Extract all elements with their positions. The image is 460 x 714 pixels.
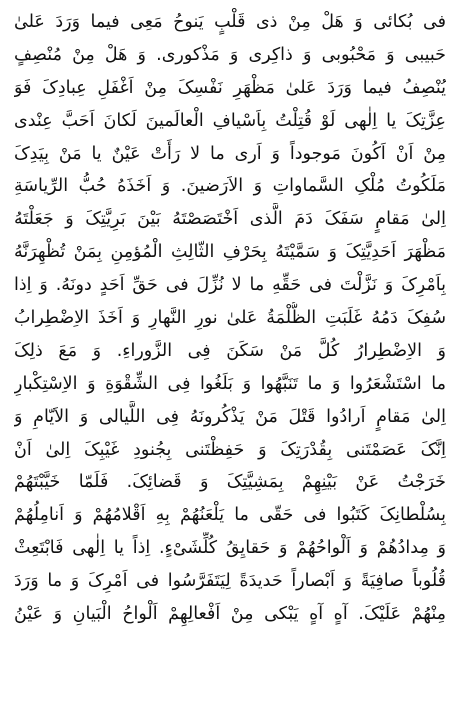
arabic-text-block xyxy=(14,6,446,631)
text-line-5: مِنْ اَنْ اَکُونَ مَوجوداً وَ اَری ما لا رَأَتْ عَیْنٌ یا مَنْ بِیَدِکَ xyxy=(14,143,446,164)
text-line-1: فی بُکائی وَ هَلْ مِنْ ذی قَلْبٍ یَنوحُ مَعِی فیما وَرَدَ عَلیٰ xyxy=(14,12,446,32)
text-line-7: اِلیٰ مَقامٍ سَفَکَ دَمَ الَّذی اَخْتَصَصْتَهُ بَیْنَ بَرِیَّتِکَ وَ جَعَلْتَهُ xyxy=(14,209,446,230)
text-line-8: مَظْهَرَ اَحَدِیَّتِکَ وَ سَمَّیْتَهُ بِحَرْفِ الثّالِثِ الْمُؤمِنِ بِمَنْ تُظْهِرَنَّهُ xyxy=(14,242,446,263)
text-line-15: خَرَجْتُ عَنْ بَیْنِهِمْ بِمَشِیَّتِکَ وَ قَضائِکَ. فَلَمّا خَیَّبْتَهُمْ xyxy=(14,472,446,493)
text-line-18: قُلُوباً صافِیَةً وَ اَبْصاراً حَدیدَةً لِیَتَفَرَّسُوا فی اَمْرِکَ وَ ما وَرَدَ xyxy=(14,571,446,592)
text-line-12: ما اسْتَشْعَرُوا وَ ما تَنَبَّهُوا وَ بَلَغُوا فِی الشِّقْوَةِ وَ الاِسْتِکْبارِ xyxy=(14,373,446,394)
text-line-11: وَ الاِضْطِرارُ کُلَّ مَنْ سَکَنَ فِی الزَّوراءِ. وَ مَعَ ذلِکَ xyxy=(14,340,446,361)
text-line-13: اِلیٰ مَقامٍ اَرادُوا قَتْلَ مَنْ یَذْکُرونَهُ فِی اللَّیالی وَ الاَیّامِ وَ xyxy=(14,406,446,427)
text-line-14: اِنَّکَ عَصَمْتَنی بِقُدْرَتِکَ وَ حَفِظْتَنی بِجُنودِ غَیْبِکَ اِلیٰ اَنْ xyxy=(14,439,446,460)
text-line-19: مِنْهُمْ عَلَیْکَ. آهٍ آهٍ یَبْکی مِنْ اَفْعالِهِمْ اَلْواحُ الْبَیانِ وَ عَیْنُ xyxy=(14,604,446,625)
text-line-9: بِاَمْرِکَ وَ نَزَّلْتَ فی حَقِّهِ ما لا نُزِّلَ فی حَقِّ اَحَدٍ دونَهُ. وَ اِذا xyxy=(14,275,446,296)
text-line-2: حَبیبی وَ مَحْبُوبی وَ ذاکِری وَ مَذْکوری. وَ هَلْ مِنْ مُنْصِفٍ xyxy=(14,44,446,65)
text-line-4: عِزَّتِکَ یا اِلٰهی لَوْ قُتِلْتُ بِاَسْیافِ الْعالَمینَ لَکانَ اَحَبَّ عِنْدی xyxy=(14,110,446,131)
text-line-17: وَ مِدادُهُمْ وَ اَلْواحُهُمْ وَ حَقایِقُ کُلِّشَیْءٍ. اِذاً یا اِلٰهی فَابْتَعِثْ xyxy=(14,538,446,559)
text-line-10: سُفِکَ دَمُهُ غَلَبَتِ الظُّلْمَةُ عَلیٰ نورِ النَّهارِ وَ اَخَذَ الاِضْطِرابُ xyxy=(14,308,446,329)
text-line-16: بِسُلْطانِکَ کَتَبُوا فی حَقّی ما یَلْعَنُهُمْ بِهِ اَقْلامُهُمْ وَ اَنامِلُهُمْ xyxy=(14,505,446,526)
text-line-3: یُنْصِفُ فیما وَرَدَ عَلیٰ مَظْهَرِ نَفْسِکَ مِنْ اَغْفَلِ عِبادِکَ فَوَ xyxy=(14,77,446,98)
text-line-6: مَلَکُوتُ مُلْکِ السَّماواتِ وَ الاَرَضینَ. وَ اَخَذَهُ حُبُّ الرِّیاسَةِ xyxy=(14,176,446,197)
